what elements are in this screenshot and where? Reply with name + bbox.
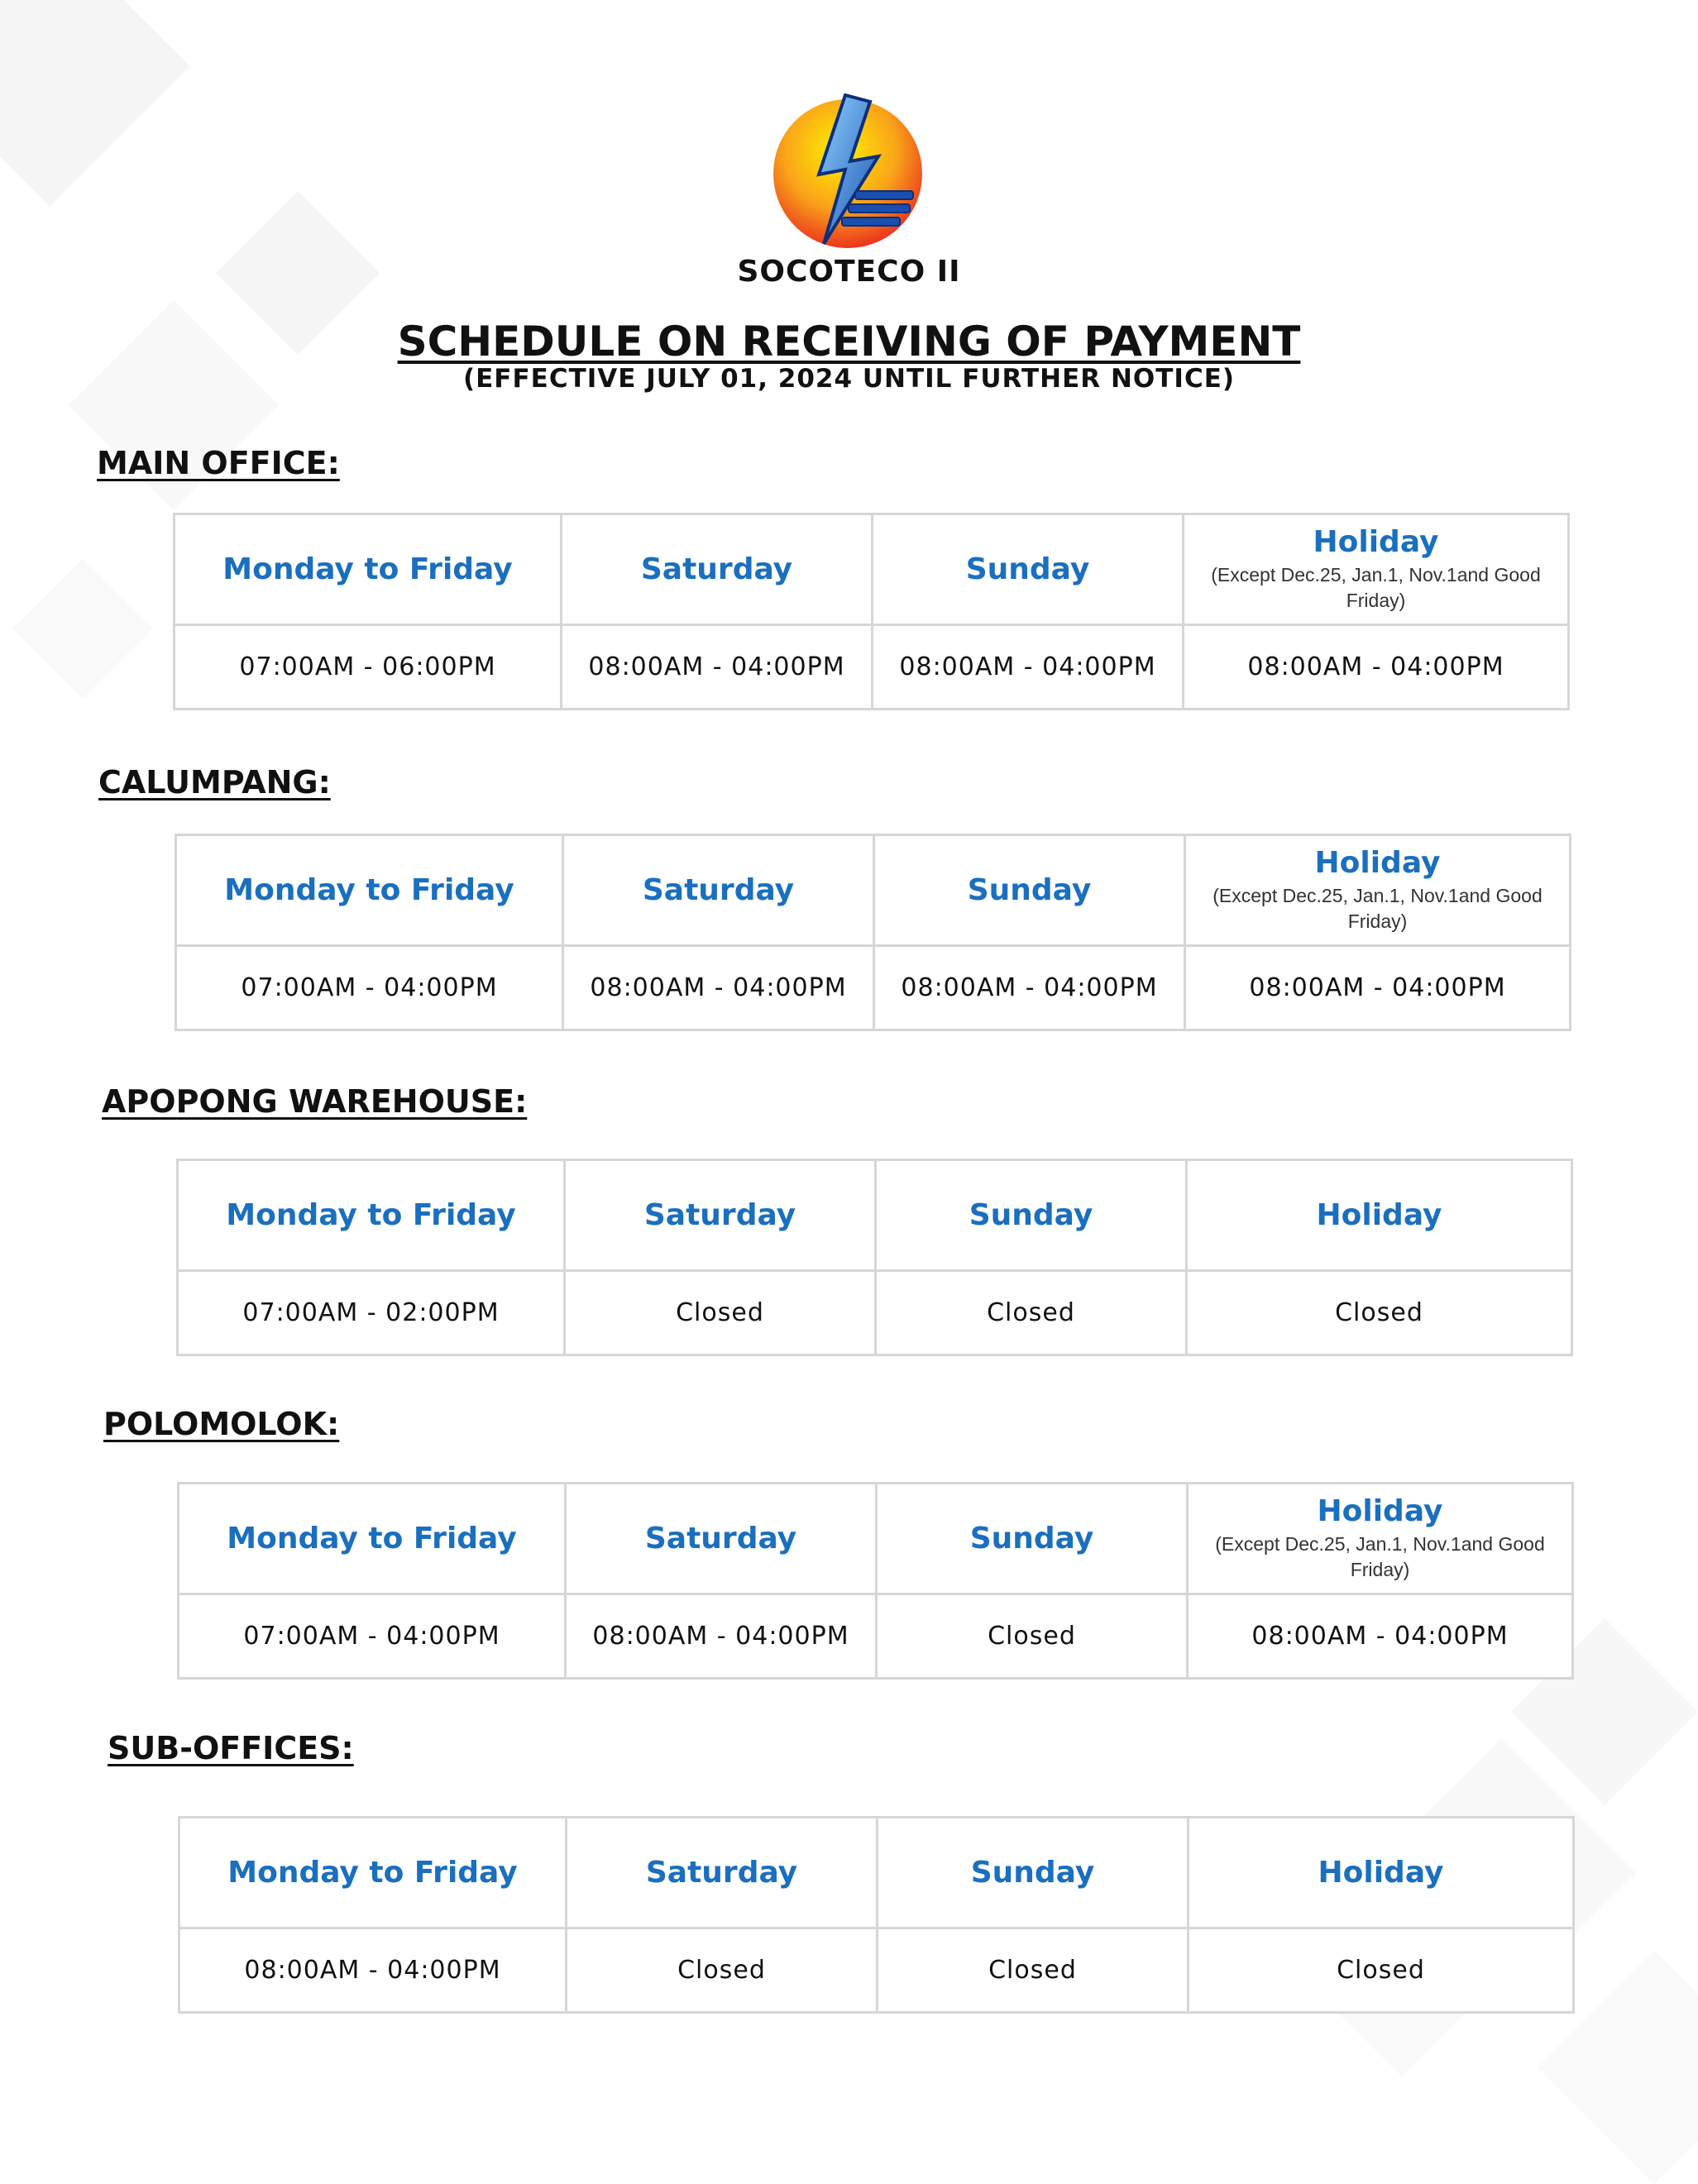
schedule-table-apopong-warehouse [176,1159,1573,1356]
table-row [176,946,1571,1030]
section-title-apopong-warehouse: APOPONG WAREHOUSE: [102,1083,528,1120]
header-cell-holiday: Holiday [1189,1818,1574,1928]
header-cell: Saturday [567,1818,878,1928]
time-cell: 07:00AM - 04:00PM [176,946,563,1030]
header-cell: Saturday [562,514,873,625]
section-title-main-office: MAIN OFFICE: [97,445,340,481]
header-cell: Monday to Friday [179,1484,566,1594]
table-row [179,1594,1573,1679]
header-cell: Monday to Friday [179,1818,567,1928]
holiday-note: (Except Dec.25, Jan.1, Nov.1and Good Friday) [1211,564,1541,611]
time-cell: Closed [567,1928,878,2013]
time-cell: Closed [1187,1271,1572,1355]
table-row [178,1271,1572,1355]
header-cell-holiday: Holiday (Except Dec.25, Jan.1, Nov.1and Good Friday) [1188,1484,1573,1594]
section-title-calumpang: CALUMPANG: [98,764,331,800]
time-cell: 07:00AM - 04:00PM [179,1594,566,1679]
time-cell: 07:00AM - 06:00PM [175,625,562,710]
brand-name: SOCOTECO II [737,255,961,289]
section-title-sub-offices: SUB-OFFICES: [108,1730,354,1766]
table-header-row [179,1484,1573,1594]
time-cell: 08:00AM - 04:00PM [563,946,874,1030]
table-header-row [176,835,1571,946]
schedule-table-main-office [173,513,1570,710]
table-row [179,1928,1574,2013]
time-cell: 08:00AM - 04:00PM [562,625,873,710]
header-cell: Sunday [876,1160,1187,1271]
holiday-note: (Except Dec.25, Jan.1, Nov.1and Good Friday) [1213,885,1543,932]
header-cell: Saturday [565,1160,876,1271]
header-cell: Sunday [877,1484,1188,1594]
section-title-polomolok: POLOMOLOK: [103,1406,340,1442]
time-cell: 07:00AM - 02:00PM [178,1271,565,1355]
header-cell-holiday: Holiday (Except Dec.25, Jan.1, Nov.1and Good Friday) [1184,514,1569,625]
time-cell: Closed [878,1928,1189,2013]
table-row [175,625,1569,710]
header-cell: Sunday [878,1818,1189,1928]
table-header-row [175,514,1569,625]
time-cell: 08:00AM - 04:00PM [1188,1594,1573,1679]
time-cell: 08:00AM - 04:00PM [874,946,1185,1030]
time-cell: 08:00AM - 04:00PM [1184,625,1569,710]
time-cell: 08:00AM - 04:00PM [1185,946,1571,1030]
time-cell: 08:00AM - 04:00PM [873,625,1184,710]
holiday-note: (Except Dec.25, Jan.1, Nov.1and Good Friday) [1215,1533,1545,1580]
header-cell: Saturday [563,835,874,946]
time-cell: 08:00AM - 04:00PM [566,1594,877,1679]
header-cell: Saturday [566,1484,877,1594]
time-cell: 08:00AM - 04:00PM [179,1928,567,2013]
header-cell: Monday to Friday [178,1160,565,1271]
header-cell: Sunday [874,835,1185,946]
lightning-bolt-logo-icon [769,93,926,251]
schedule-table-sub-offices [178,1816,1575,2014]
table-header-row [178,1160,1572,1271]
header-cell: Sunday [873,514,1184,625]
page-title: SCHEDULE ON RECEIVING OF PAYMENT [397,318,1301,366]
time-cell: Closed [876,1271,1187,1355]
time-cell: Closed [565,1271,876,1355]
schedule-table-calumpang [175,834,1571,1031]
table-header-row [179,1818,1574,1928]
header-cell: Monday to Friday [176,835,563,946]
schedule-table-polomolok [177,1482,1574,1680]
header-cell-holiday: Holiday [1187,1160,1572,1271]
time-cell: Closed [877,1594,1188,1679]
header-cell-holiday: Holiday (Except Dec.25, Jan.1, Nov.1and Good Friday) [1185,835,1571,946]
page-subtitle: (EFFECTIVE JULY 01, 2024 UNTIL FURTHER NOTICE) [462,364,1236,394]
header-cell: Monday to Friday [175,514,562,625]
time-cell: Closed [1189,1928,1574,2013]
